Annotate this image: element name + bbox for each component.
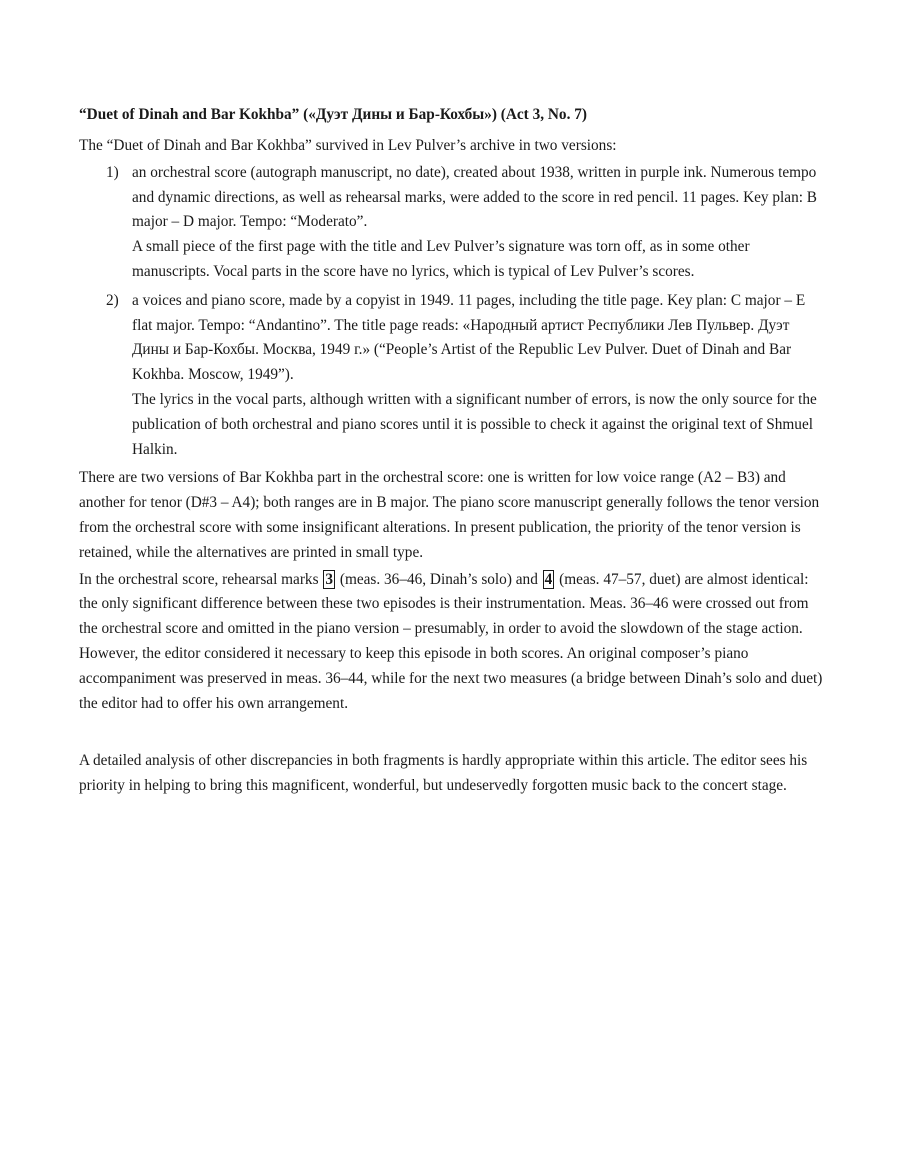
version-item-2	[79, 289, 823, 463]
voice-versions-paragraph: There are two versions of Bar Kokhba part in the orchestral score: one is written for low voice range (A2 – B3) and another for tenor (D#3 – A4); both ranges are in B major. The piano score manuscript generally follows the tenor version from the orchestral score with some insignificant alterations. In present publication, the priority of the tenor version is retained, while the alternatives are printed in small type.	[79, 469, 820, 561]
closing-paragraph: A detailed analysis of other discrepancies in both fragments is hardly appropriate within this article. The editor sees his priority in helping to bring this magnificent, wonderful, but undeservedly forgotten music back to the concert stage.	[79, 752, 808, 795]
intro-paragraph: The “Duet of Dinah and Bar Kokhba” survived in Lev Pulver’s archive in two versions:	[79, 137, 617, 154]
version-description: a voices and piano score, made by a copyist in 1949. 11 pages, including the title page. Key plan: C major – E flat major. Tempo: “Andantino”. The title page reads: «Народный артист Республики Лев Пульвер. Дуэт Дины и Бар-Кохбы. Москва, 1949 г.» (“People’s Artist of the Republic Lev Pulver. Duet of Dinah and Bar Kokhba. Moscow, 1949”).	[132, 291, 806, 384]
section-heading: “Duet of Dinah and Bar Kokhba” («Дуэт Дины и Бар-Кохбы») (Act 3, No. 7)	[79, 106, 587, 123]
rehearsal-marks-paragraph	[79, 568, 823, 717]
version-description: an orchestral score (autograph manuscript, no date), created about 1938, written in purple ink. Numerous tempo and dynamic directions, as well as rehearsal marks, were added to the score in red pencil. 11 pages. Key plan: B major – D major. Tempo: “Moderato”.	[132, 163, 818, 231]
paragraph-text: (meas. 36–46, Dinah’s solo) and	[339, 570, 538, 588]
versions-list	[79, 161, 823, 463]
list-number: 1)	[106, 163, 119, 181]
version-note: A small piece of the first page with the title and Lev Pulver’s signature was torn off, as in some other manuscripts. Vocal parts in the score have no lyrics, which is typical of Lev Pulver’s scores.	[132, 238, 750, 280]
rehearsal-mark-box: 3	[325, 570, 334, 588]
list-number: 2)	[106, 291, 119, 309]
version-note: The lyrics in the vocal parts, although written with a significant number of errors, is now the only source for the publication of both orchestral and piano scores until it is possible to check it against the original text of Shmuel Halkin.	[132, 390, 817, 458]
paragraph-text: In the orchestral score, rehearsal marks	[79, 570, 319, 588]
rehearsal-mark-box: 4	[544, 570, 553, 588]
document-page	[79, 102, 823, 799]
version-item-1	[79, 161, 823, 285]
paragraph-text: (meas. 47–57, duet) are almost identical: the only significant difference between these two episodes is their instrumentation. Meas. 36–46 were crossed out from the orchestral score and omitted in the piano version – presumably, in order to avoid the slowdown of the stage action. However, the editor considered it necessary to keep this episode in both scores. An original composer’s piano accompaniment was preserved in meas. 36–44, while for the next two measures (a bridge between Dinah’s solo and duet) the editor had to offer his own arrangement.	[79, 570, 823, 712]
